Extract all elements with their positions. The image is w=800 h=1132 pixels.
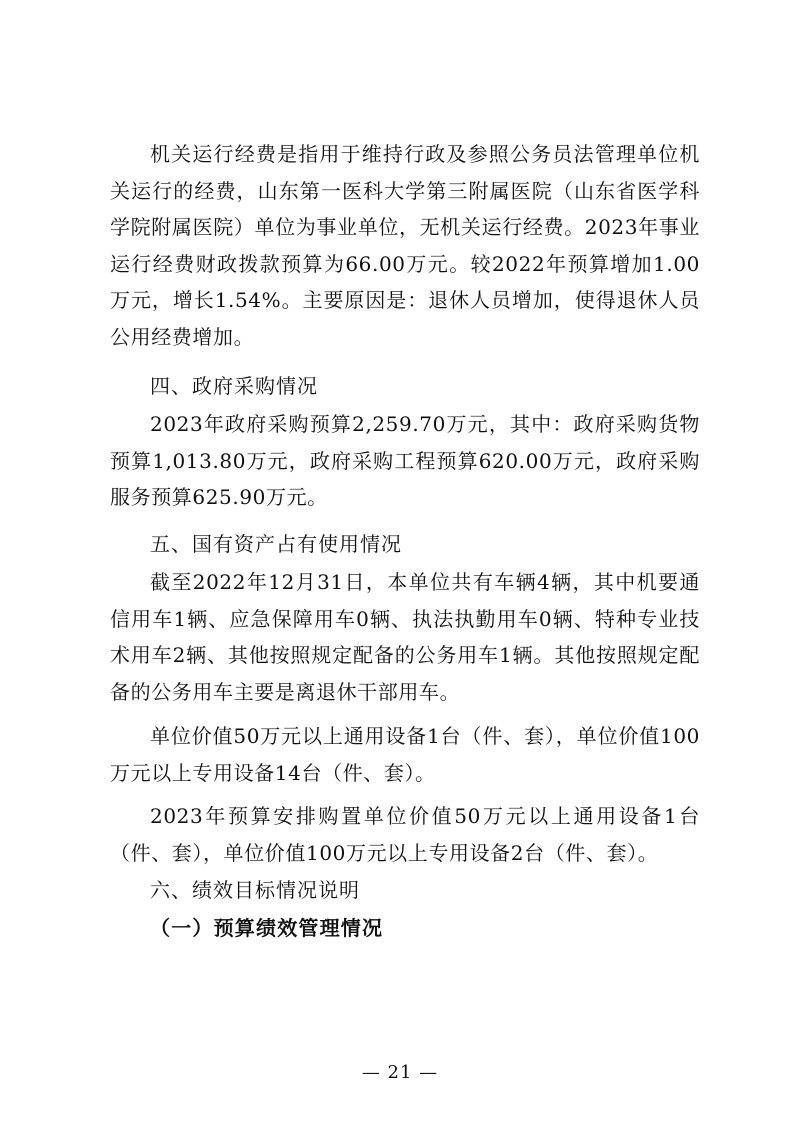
section-heading-state-assets: 五、国有资产占有使用情况 xyxy=(150,532,402,556)
section-heading-government-procurement: 四、政府采购情况 xyxy=(150,374,318,398)
paragraph-equipment-purchase: 2023年预算安排购置单位价值50万元以上通用设备1台（件、套），单位价值100万元以上专用设备2台（件、套）。 xyxy=(110,804,700,865)
paragraph-equipment: 单位价值50万元以上通用设备1台（件、套），单位价值100万元以上专用设备14台（件、套）。 xyxy=(110,724,700,785)
paragraph-procurement-budget: 2023年政府采购预算2,259.70万元，其中：政府采购货物预算1,013.80万元，政府采购工程预算620.00万元，政府采购服务预算625.90万元。 xyxy=(110,412,700,509)
subsection-heading-budget-performance: （一）预算绩效管理情况 xyxy=(150,916,384,940)
page-number: — 21 — xyxy=(361,1062,439,1083)
section-heading-performance-targets: 六、绩效目标情况说明 xyxy=(150,878,360,902)
paragraph-vehicles: 截至2022年12月31日，本单位共有车辆4辆，其中机要通信用车1辆、应急保障用车0辆、执法执勤用车0辆、特种专业技术用车2辆、其他按照规定配备的公务用车1辆。其他按照规定配备的公务用车主要是离退休干部用车。 xyxy=(110,570,700,704)
paragraph-operating-expenses: 机关运行经费是指用于维持行政及参照公务员法管理单位机关运行的经费，山东第一医科大学第三附属医院（山东省医学科学院附属医院）单位为事业单位，无机关运行经费。2023年事业运行经费财政拨款预算为66.00万元。较2022年预算增加1.00万元，增长1.54%。主要原因是：退休人员增加，使得退休人员公用经费增加。 xyxy=(110,142,700,349)
